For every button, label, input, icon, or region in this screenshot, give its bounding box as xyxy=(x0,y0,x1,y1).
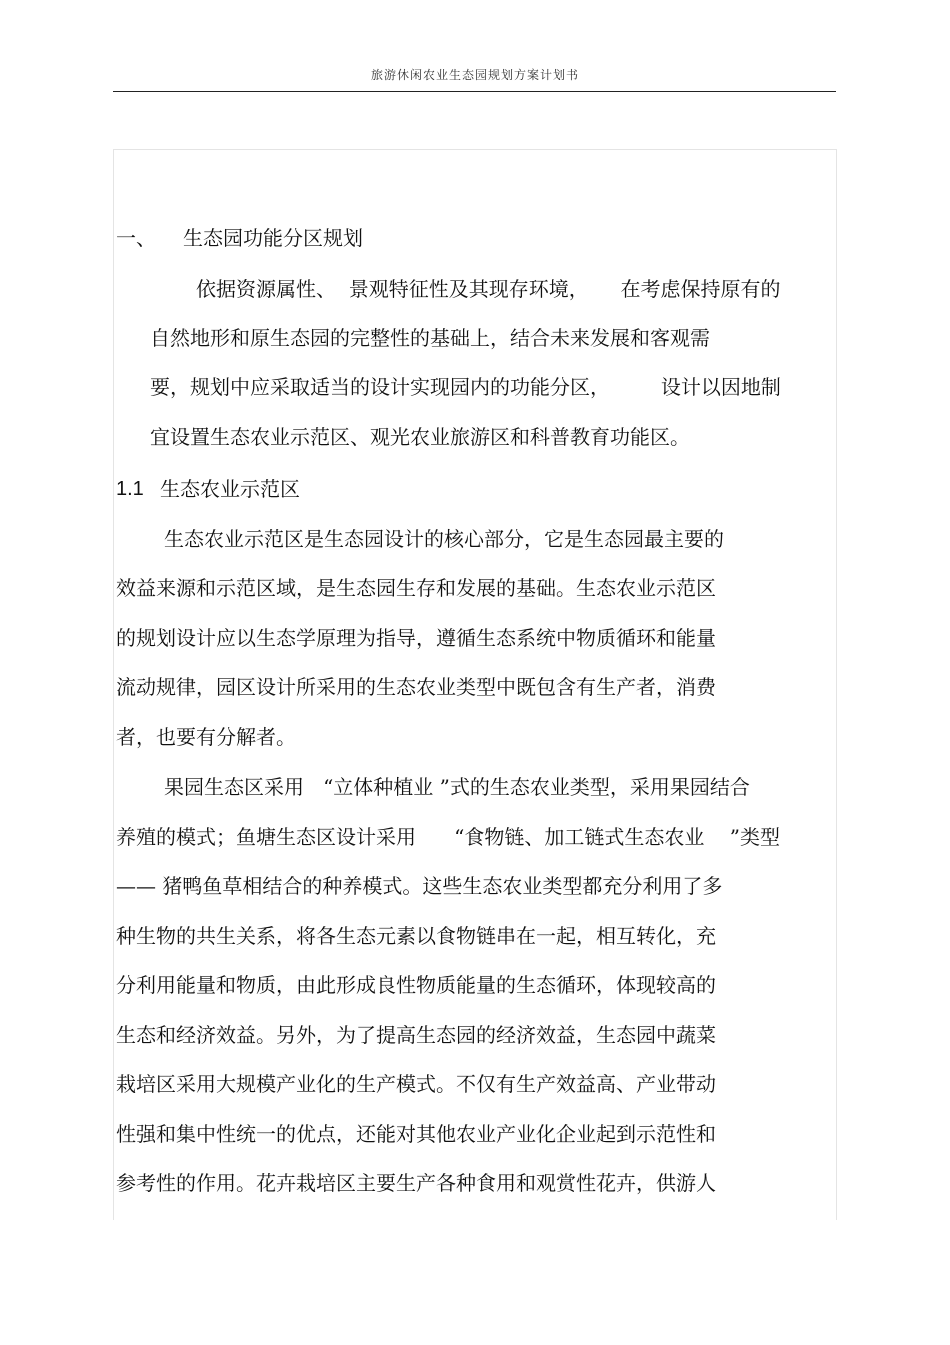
paragraph-line: 的规划设计应以生态学原理为指导，遵循生态系统中物质循环和能量 xyxy=(116,626,716,650)
page-header-title: 旅游休闲农业生态园规划方案计划书 xyxy=(370,68,579,82)
subsection-number: 1.1 xyxy=(116,478,144,500)
paragraph-line: 者，也要有分解者。 xyxy=(116,725,296,749)
paragraph-line: —— 猪鸭鱼草相结合的种养模式。这些生态农业类型都充分利用了多 xyxy=(116,874,723,898)
paragraph-line: 参考性的作用。花卉栽培区主要生产各种食用和观赏性花卉，供游人 xyxy=(116,1171,716,1195)
header-divider xyxy=(113,91,836,92)
section-number: 一、 xyxy=(116,226,156,250)
paragraph-line: 种生物的共生关系，将各生态元素以食物链串在一起，相互转化，充 xyxy=(116,924,716,948)
subsection-title: 生态农业示范区 xyxy=(160,477,300,501)
intro-line: 宜设置生态农业示范区、观光农业旅游区和科普教育功能区。 xyxy=(150,425,690,449)
paragraph-line: 栽培区采用大规模产业化的生产模式。不仅有生产效益高、产业带动 xyxy=(116,1072,716,1096)
section-title: 生态园功能分区规划 xyxy=(183,226,363,250)
paragraph-line: 效益来源和示范区域，是生态园生存和发展的基础。生态农业示范区 xyxy=(116,576,716,600)
paragraph-line: 性强和集中性统一的优点，还能对其他农业产业化企业起到示范性和 xyxy=(116,1122,716,1146)
intro-line: 依据资源属性、 景观特征性及其现存环境， 在考虑保持原有的 xyxy=(196,277,781,301)
intro-line: 自然地形和原生态园的完整性的基础上，结合未来发展和客观需 xyxy=(150,326,710,350)
paragraph-line: 果园生态区采用 “立体种植业 ”式的生态农业类型，采用果园结合 xyxy=(164,775,750,799)
paragraph-line: 生态农业示范区是生态园设计的核心部分，它是生态园最主要的 xyxy=(164,527,724,551)
paragraph-line: 分利用能量和物质，由此形成良性物质能量的生态循环，体现较高的 xyxy=(116,973,716,997)
paragraph-line: 养殖的模式；鱼塘生态区设计采用 “食物链、加工链式生态农业 ”类型 xyxy=(116,825,781,849)
paragraph-line: 流动规律，园区设计所采用的生态农业类型中既包含有生产者，消费 xyxy=(116,675,716,699)
intro-line: 要，规划中应采取适当的设计实现园内的功能分区， 设计以因地制 xyxy=(150,375,781,399)
paragraph-line: 生态和经济效益。另外，为了提高生态园的经济效益，生态园中蔬菜 xyxy=(116,1023,716,1047)
